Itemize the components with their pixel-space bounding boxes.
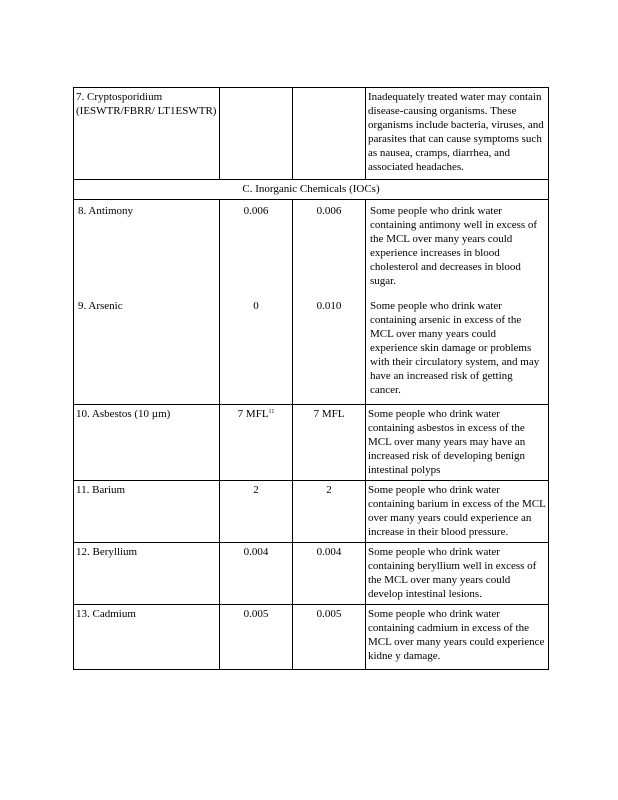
contaminant-name: 11. Barium xyxy=(74,481,220,543)
mclg-value: 0 xyxy=(253,300,259,312)
health-effects: Some people who drink water containing asbestos in excess of the MCL over many years may have an increased risk of developing benign intestinal polyps xyxy=(366,405,549,481)
mclg-value: 0.005 xyxy=(220,605,293,670)
mcl-value: 2 xyxy=(293,481,366,543)
mcl-value: 7 MFL xyxy=(293,405,366,481)
mcl-value: 0.006 xyxy=(316,205,342,217)
table-row xyxy=(74,605,549,670)
mcl-value: 0.004 xyxy=(293,543,366,605)
contaminant-name: 13. Cadmium xyxy=(74,605,220,670)
section-row xyxy=(74,180,549,200)
footnote-marker: 11 xyxy=(268,409,275,415)
table-row xyxy=(74,481,549,543)
table-row xyxy=(74,200,549,405)
contaminant-name: 10. Asbestos (10 µm) xyxy=(74,405,220,481)
mclg-value: 0.006 xyxy=(243,205,269,217)
section-heading: C. Inorganic Chemicals (IOCs) xyxy=(74,180,549,200)
health-effects: Inadequately treated water may contain disease-causing organisms. These organisms include bacteria, viruses, and parasites that can cause symptoms such as nausea, cramps, diarrhea, and associated headaches. xyxy=(366,88,549,180)
health-effects: Some people who drink water containing arsenic in excess of the MCL over many years could experience skin damage or problems with their circulatory system, and may have an increased risk of getting cancer. xyxy=(370,300,540,396)
table-row xyxy=(74,543,549,605)
health-effects: Some people who drink water containing barium in excess of the MCL over many years could experience an increase in their blood pressure. xyxy=(366,481,549,543)
contaminant-name: 12. Beryllium xyxy=(74,543,220,605)
contaminant-name: 9. Arsenic xyxy=(78,300,123,312)
table-row xyxy=(74,88,549,180)
table-row xyxy=(74,405,549,481)
mclg-value: 2 xyxy=(220,481,293,543)
mclg-value xyxy=(220,88,293,180)
mcl-value: 0.005 xyxy=(293,605,366,670)
mcl-value xyxy=(293,88,366,180)
mcl-value: 0.010 xyxy=(316,300,342,312)
mclg-value: 7 MFL$^{11}$ xyxy=(220,405,293,481)
health-effects: Some people who drink water containing antimony well in excess of the MCL over many years could experience increases in blood cholesterol and decreases in blood sugar. xyxy=(370,205,538,287)
health-effects: Some people who drink water containing beryllium well in excess of the MCL over many years could develop intestinal lesions. xyxy=(366,543,549,605)
health-effects: Some people who drink water containing cadmium in excess of the MCL over many years could experience kidne y damage. xyxy=(366,605,549,670)
contaminant-name: 7. Cryptosporidium (IESWTR/FBRR/ LT1ESWTR) xyxy=(74,88,220,180)
contaminant-name: 8. Antimony xyxy=(78,205,134,217)
mclg-value: 0.004 xyxy=(220,543,293,605)
contaminant-table xyxy=(73,87,549,670)
